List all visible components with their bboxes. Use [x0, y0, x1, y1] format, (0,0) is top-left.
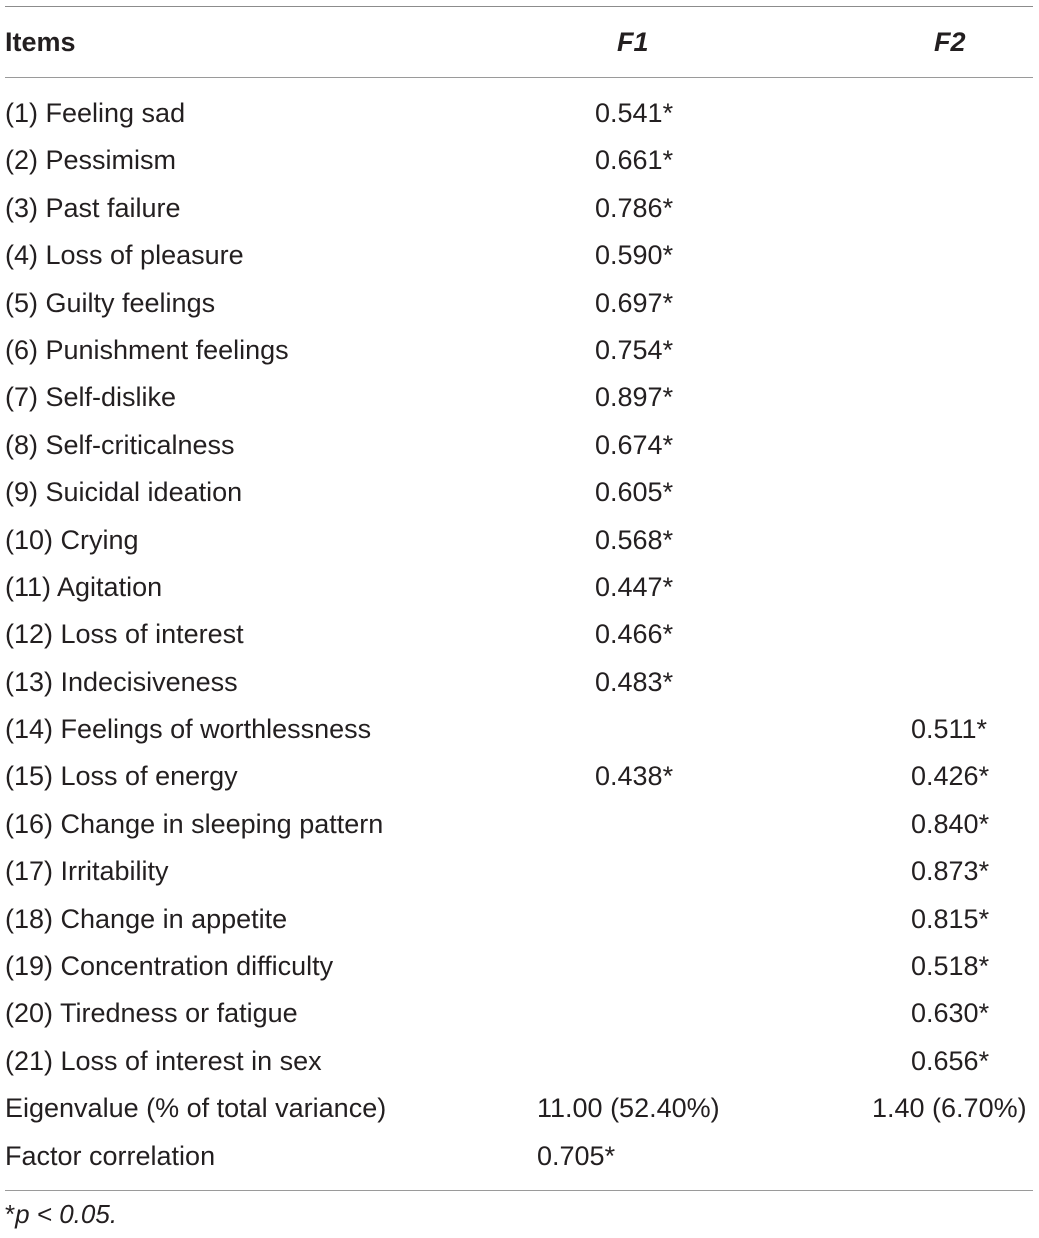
item-label: (17) Irritability — [5, 856, 169, 887]
item-label: (8) Self-criticalness — [5, 429, 235, 460]
table-row — [5, 848, 1033, 895]
item-label: (21) Loss of interest in sex — [5, 1045, 322, 1076]
f2-loading: 0.656* — [911, 1045, 990, 1076]
item-label: (1) Feeling sad — [5, 98, 186, 128]
f2-loading: 0.873* — [911, 856, 990, 887]
table-row — [5, 564, 1033, 611]
item-label: Eigenvalue (% of total variance) — [5, 1093, 387, 1124]
f1-loading: 0.786* — [595, 192, 674, 223]
table-row — [5, 517, 1033, 564]
item-label: (9) Suicidal ideation — [5, 477, 243, 508]
item-label: (20) Tiredness or fatigue — [5, 998, 298, 1029]
table-row — [5, 801, 1033, 848]
header-items: Items — [5, 27, 76, 57]
table-row — [5, 374, 1033, 421]
f2-loading: 0.630* — [911, 998, 990, 1029]
item-label: (15) Loss of energy — [5, 761, 238, 792]
item-label: (2) Pessimism — [5, 145, 177, 176]
f2-loading: 1.40 (6.70%) — [872, 1093, 1027, 1124]
table-row — [5, 943, 1033, 990]
table-row — [5, 659, 1033, 706]
header-f2: F2 — [934, 27, 966, 57]
table-row — [5, 753, 1033, 800]
table-footnote — [5, 1196, 117, 1232]
item-label: (7) Self-dislike — [5, 382, 177, 413]
item-label: (11) Agitation — [5, 571, 163, 602]
f1-loading: 0.605* — [595, 477, 674, 508]
table-row — [5, 280, 1033, 327]
table-row — [5, 469, 1033, 516]
f1-loading: 0.674* — [595, 429, 674, 460]
f1-loading: 0.754* — [595, 334, 674, 365]
f1-loading: 0.438* — [595, 761, 674, 792]
table-row — [5, 1038, 1033, 1085]
factor-loading-table — [5, 6, 1033, 1191]
item-label: (18) Change in appetite — [5, 903, 288, 934]
f2-loading: 0.426* — [911, 761, 990, 792]
table-row — [5, 896, 1033, 943]
table-row — [5, 327, 1033, 374]
table-body — [5, 78, 1033, 1190]
f1-loading: 0.568* — [595, 524, 674, 555]
bottom-rule — [5, 1190, 1033, 1191]
item-label: (13) Indecisiveness — [5, 666, 238, 697]
item-label: (14) Feelings of worthlessness — [5, 714, 372, 745]
f1-loading: 0.661* — [595, 145, 674, 176]
f2-loading: 0.518* — [911, 951, 990, 982]
f2-loading: 0.511* — [911, 714, 988, 745]
f1-loading: 0.705* — [537, 1140, 616, 1171]
table-row — [5, 1085, 1033, 1132]
item-label: (12) Loss of interest — [5, 619, 244, 650]
table-row — [5, 137, 1033, 184]
item-label: Factor correlation — [5, 1140, 216, 1171]
f1-loading: 0.447* — [595, 571, 674, 602]
f1-loading: 0.897* — [595, 382, 674, 413]
f1-loading: 0.541* — [595, 98, 674, 128]
table-row — [5, 232, 1033, 279]
footnote-text: p < 0.05. — [15, 1199, 118, 1229]
item-label: (10) Crying — [5, 524, 139, 555]
item-label: (19) Concentration difficulty — [5, 951, 334, 982]
item-label: (4) Loss of pleasure — [5, 240, 244, 271]
f1-loading: 0.590* — [595, 240, 674, 271]
f2-loading: 0.840* — [911, 808, 990, 839]
table-row — [5, 611, 1033, 658]
table-row — [5, 185, 1033, 232]
f2-loading: 0.815* — [911, 903, 990, 934]
header-f1: F1 — [617, 27, 649, 57]
f1-loading: 0.483* — [595, 666, 674, 697]
table-row — [5, 1133, 1033, 1180]
table-row — [5, 90, 1033, 137]
item-label: (3) Past failure — [5, 192, 181, 223]
f1-loading: 0.466* — [595, 619, 674, 650]
footnote-star: * — [5, 1199, 16, 1229]
table-row — [5, 422, 1033, 469]
item-label: (16) Change in sleeping pattern — [5, 808, 384, 839]
table-header-row — [5, 7, 1033, 77]
table-row — [5, 990, 1033, 1037]
table-row — [5, 706, 1033, 753]
item-label: (6) Punishment feelings — [5, 334, 289, 365]
f1-loading: 0.697* — [595, 287, 674, 318]
f1-loading: 11.00 (52.40%) — [537, 1093, 720, 1124]
item-label: (5) Guilty feelings — [5, 287, 216, 318]
